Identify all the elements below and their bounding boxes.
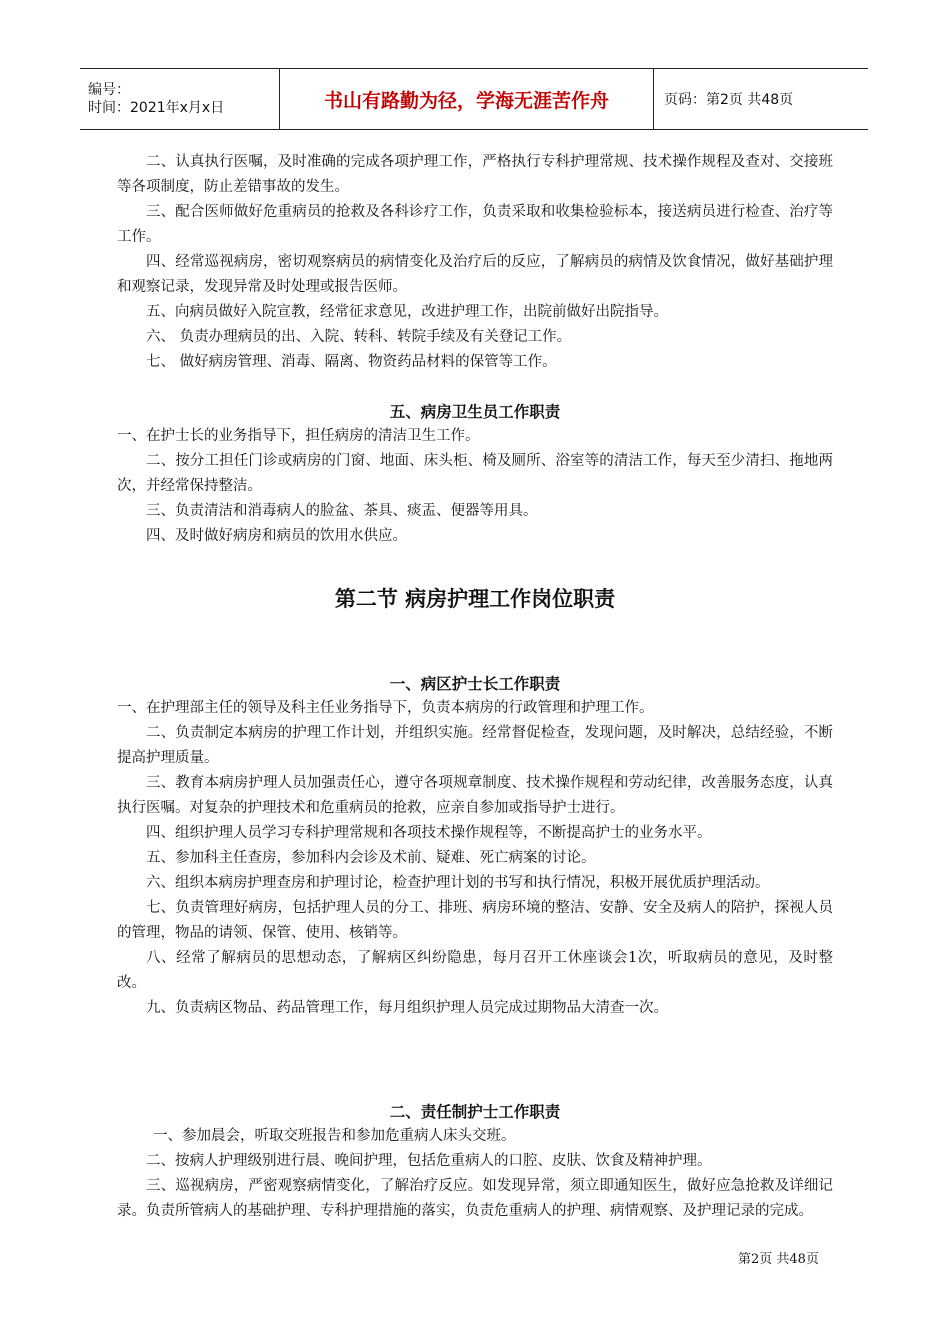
paragraph: 二、按病人护理级别进行晨、晚间护理，包括危重病人的口腔、皮肤、饮食及精神护理。 [146, 1153, 712, 1169]
page-label: 页码：第2页 共48页 [664, 92, 794, 108]
paragraph: 四、组织护理人员学习专科护理常规和各项技术操作规程等，不断提高护士的业务水平。 [146, 825, 712, 841]
paragraph: 一、在护士长的业务指导下，担任病房的清洁卫生工作。 [117, 428, 480, 444]
paragraph: 二、按分工担任门诊或病房的门窗、地面、床头柜、椅及厕所、浴室等的清洁工作，每天至少清扫、拖地两次，并经常保持整洁。 [117, 453, 833, 494]
paragraph: 四、及时做好病房和病员的饮用水供应。 [146, 528, 407, 544]
motto-text: 书山有路勤为径，学海无涯苦作舟 [323, 89, 609, 112]
number-label: 编号： [88, 82, 130, 98]
paragraph: 六、 负责办理病员的出、入院、转科、转院手续及有关登记工作。 [146, 329, 572, 345]
paragraph: 一、参加晨会，听取交班报告和参加危重病人床头交班。 [153, 1128, 516, 1144]
paragraph: 二、认真执行医嘱，及时准确的完成各项护理工作，严格执行专科护理常规、技术操作规程及查对、交接班等各项制度，防止差错事故的发生。 [117, 154, 833, 195]
header-page [654, 69, 868, 129]
page-header [80, 68, 868, 130]
paragraph: 二、负责制定本病房的护理工作计划，并组织实施。经常督促检查，发现问题，及时解决，总结经验，不断提高护理质量。 [117, 725, 833, 766]
paragraph: 五、参加科主任查房，参加科内会诊及术前、疑难、死亡病案的讨论。 [146, 850, 596, 866]
paragraph: 三、负责清洁和消毒病人的脸盆、茶具、痰盂、便器等用具。 [146, 503, 538, 519]
paragraph: 六、组织本病房护理查房和护理讨论，检查护理计划的书写和执行情况，积极开展优质护理活动。 [146, 875, 770, 891]
paragraph: 八、经常了解病员的思想动态，了解病区纠纷隐患，每月召开工休座谈会1次，听取病员的意见，及时整改。 [117, 950, 833, 991]
section-heading: 一、病区护士长工作职责 [389, 674, 561, 693]
section-heading: 二、责任制护士工作职责 [389, 1102, 561, 1121]
paragraph: 三、配合医师做好危重病员的抢救及各科诊疗工作，负责采取和收集检验标本，接送病员进行检查、治疗等工作。 [117, 204, 833, 245]
time-label: 时间：2021年x月x日 [88, 100, 225, 116]
paragraph: 三、巡视病房，严密观察病情变化，了解治疗反应。如发现异常，须立即通知医生，做好应急抢救及详细记录。负责所管病人的基础护理、专科护理措施的落实，负责危重病人的护理、病情观察、及护理记录的完成。 [117, 1178, 833, 1219]
paragraph: 七、负责管理好病房，包括护理人员的分工、排班、病房环境的整洁、安静、安全及病人的陪护，探视人员的管理，物品的请领、保管、使用、核销等。 [117, 900, 833, 941]
paragraph: 五、向病员做好入院宣教，经常征求意见，改进护理工作，出院前做好出院指导。 [146, 304, 668, 320]
document-body [117, 150, 833, 1224]
header-meta [80, 69, 280, 129]
paragraph: 九、负责病区物品、药品管理工作，每月组织护理人员完成过期物品大清查一次。 [146, 1000, 668, 1016]
paragraph: 一、在护理部主任的领导及科主任业务指导下，负责本病房的行政管理和护理工作。 [117, 700, 654, 716]
paragraph: 七、 做好病房管理、消毒、隔离、物资药品材料的保管等工作。 [146, 354, 557, 370]
chapter-heading: 第二节 病房护理工作岗位职责 [334, 587, 616, 611]
header-motto [280, 69, 654, 129]
page-footer: 第2页 共48页 [738, 1252, 819, 1267]
paragraph: 四、经常巡视病房，密切观察病员的病情变化及治疗后的反应，了解病员的病情及饮食情况，做好基础护理和观察记录，发现异常及时处理或报告医师。 [117, 254, 833, 295]
section-heading: 五、病房卫生员工作职责 [389, 402, 561, 421]
paragraph: 三、教育本病房护理人员加强责任心，遵守各项规章制度、技术操作规程和劳动纪律，改善服务态度，认真执行医嘱。对复杂的护理技术和危重病员的抢救，应亲自参加或指导护士进行。 [117, 775, 833, 816]
